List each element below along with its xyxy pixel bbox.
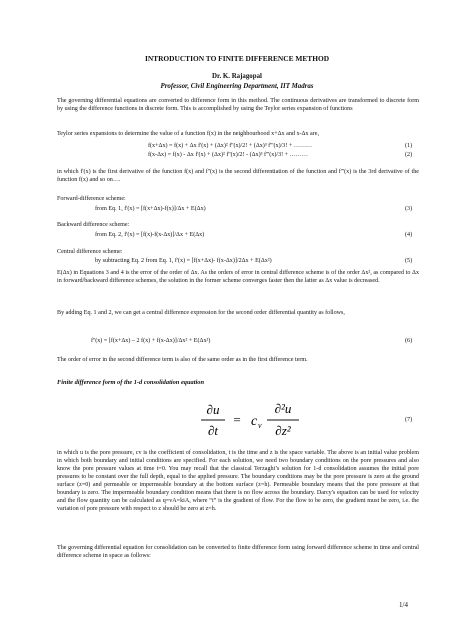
derivative-note-paragraph: in which f'(x) is the first derivative of the function f(x) and f''(x) is the second differentiation of the function and f'''(x) is the 3rd derivative of the function f(x) and so on…. xyxy=(57,169,419,184)
coefficient-c: c xyxy=(251,414,258,429)
order-note-paragraph: The order of error in the second difference term is also of the same order as in the first difference term. xyxy=(57,357,308,363)
coefficient-v-subscript: v xyxy=(258,421,262,430)
equation-3-text: from Eq. 1, f'(x) = [f(x+Δx)-f(x)]/Δx + E(Δx) xyxy=(95,206,206,212)
author-affiliation: Professor, Civil Engineering Department, IIT Madras xyxy=(160,83,314,90)
equation-4-text: from Eq. 2, f'(x) = [f(x)-f(x-Δx)]/Δx + E(Δx) xyxy=(95,232,205,238)
equation-6-text: f''(x) = [f(x+Δx) – 2 f(x) + f(x-Δx)]/Δx² + E(Δx²) xyxy=(91,338,211,344)
equals-sign: = xyxy=(233,412,241,427)
equation-6-number: (6) xyxy=(405,338,413,344)
central-scheme-label: Central difference scheme: xyxy=(57,249,123,255)
page-number: 1/4 xyxy=(399,601,408,609)
consolidation-note-paragraph: in which u is the pore pressure, cv is the coefficient of consolidation, t is the time and z is the space variable. The above is an initial value problem in which both boundary and initial conditions are specified. For each solution, we need two boundary conditions on the pore pressures and also know the pore pressure values at time t=0. You may recall that the classical Terzaghi’s solution for 1-d consolidation assumes the initial pore pressures to be constant over the full depth, equal to the applied pressure. The boundary conditions may be the pore pressure is zero at the ground surface (z=0) and permeable or impermeable boundary at the bottom surface (z=h). Permeable boundary means that the pore pressure at that boundary is zero. The impermeable boundary condition means that there is no flow across the boundary. Darcy's equation can be used for velocity and the flow quantity can be calculated as q=vA=kiA, where “i” is the gradient of flow. For the flow to be zero, the gradient must be zero, i.e. the variation of pore pressure with respect to z should be zero at z=h. xyxy=(57,450,419,513)
partial-u-numerator: ∂u xyxy=(206,402,220,417)
closing-paragraph: The governing differential equation for consolidation can be converted to finite difference form using forward difference scheme in time and central difference scheme in space as follows: xyxy=(57,545,419,560)
equation-4-number: (4) xyxy=(405,232,413,238)
backward-scheme-label: Backward difference scheme: xyxy=(57,222,130,228)
second-difference-intro-paragraph: By adding Eq. 1 and 2, we can get a central difference expression for the second order differential quantity as follows, xyxy=(57,310,345,316)
taylor-intro-paragraph: Teylor series expansions to determine the value of a function f(x) in the neighbourhood x+Δx and x-Δx are, xyxy=(57,131,319,137)
equation-1-text: f(x+Δx) = f(x) + Δx f'(x) + (Δx)² f''(x)/2! + (Δx)³ f'''(x)/3! + ……… xyxy=(148,143,313,149)
error-note-paragraph: E(Δx) in Equations 3 and 4 is the error of the order of Δx. As the orders of error in central difference scheme is of the order Δx², as compared to Δx in forward/backward difference schemes, the solution in the former scheme converges faster then the latter as Δx value is decreased. xyxy=(57,270,419,285)
equation-3-number: (3) xyxy=(405,206,413,212)
intro-paragraph: The governing differential equations are converted to difference form in this method. The continuous derivatives are transformed to discrete form by using the difference functions in discrete form. This is accomplished by using the Teylor series expansion of functions xyxy=(57,98,419,113)
author-name: Dr. K. Rajagopal xyxy=(212,73,262,80)
page-title: INTRODUCTION TO FINITE DIFFERENCE METHOD xyxy=(144,54,330,63)
section-heading: Finite difference form of the 1-d consolidation equation xyxy=(57,379,205,386)
equation-2-number: (2) xyxy=(405,152,413,158)
consolidation-equation xyxy=(195,398,355,442)
equation-7-number: (7) xyxy=(405,417,413,423)
equation-5-text: by subtracting Eq. 2 from Eq. 1, f'(x) = [f(x+Δx)- f(x-Δx)]/2Δx + E(Δx²) xyxy=(95,258,272,264)
partial-z-squared-denominator: ∂z² xyxy=(275,423,291,438)
equation-5-number: (5) xyxy=(405,258,413,264)
forward-scheme-label: Forward-difference scheme: xyxy=(57,196,126,202)
equation-2-text: f(x-Δx) = f(x) - Δx f'(x) + (Δx)² f''(x)/2! - (Δx)³ f'''(x)/3! + ……… xyxy=(148,152,308,158)
equation-1-number: (1) xyxy=(405,143,413,149)
second-partial-u-numerator: ∂²u xyxy=(274,401,292,416)
partial-t-denominator: ∂t xyxy=(207,423,219,438)
